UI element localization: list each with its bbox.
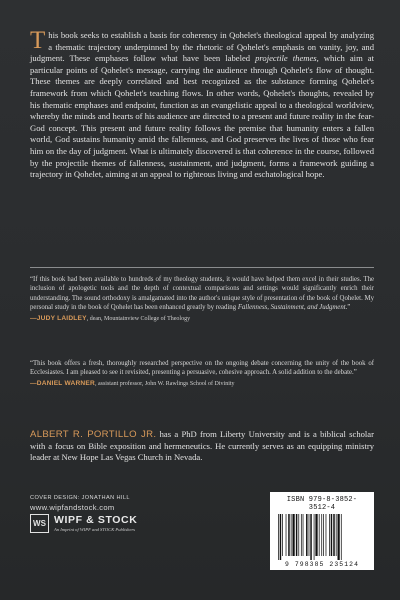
barcode-bar (303, 514, 304, 556)
publisher-tagline: An Imprint of WIPF and STOCK Publishers (54, 527, 136, 532)
endorsement-1-quote-a: “If this book had been available to hundreds of my theology students, it would have helped them excel in their studies. The inclusion of apologetic tools and the depth of contextual comparisons and settings would significantly enrich their understanding. The sound orthodoxy is amalgamated into the author's unique style of presentation of the book of Qohelet. My personal study in the book of Qohelet has been enhanced greatly by reading (30, 276, 374, 312)
barcode-bar (309, 514, 310, 556)
barcode-bar (315, 514, 317, 556)
author-name: ALBERT R. PORTILLO JR. (30, 429, 157, 440)
description-emphasis: projectile themes (255, 53, 317, 64)
publisher-text (54, 515, 137, 532)
section-divider (30, 267, 374, 268)
publisher-logo (30, 514, 137, 533)
barcode-bar (329, 514, 330, 556)
barcode-bar (278, 514, 279, 560)
isbn-text: ISBN 979-8-3852-3512-4 (286, 496, 358, 512)
barcode-bar (338, 514, 340, 560)
barcode-bar (286, 514, 287, 556)
barcode-bar (306, 514, 308, 556)
barcode-bar (336, 514, 337, 556)
barcode-bar (321, 514, 322, 556)
endorsement-2 (30, 359, 374, 389)
endorsement-1-book-title: Fallenness, Sustainment, and Judgment (237, 304, 346, 312)
barcode-bar (323, 514, 324, 556)
author-bio (30, 429, 374, 464)
ws-logo-icon: WS (30, 514, 49, 533)
barcode-bar (331, 514, 333, 556)
endorsement-1-quote-b: .” (345, 304, 351, 312)
endorser-1-name: —JUDY LAIDLEY (30, 314, 87, 322)
barcode-bar (296, 514, 298, 556)
endorsement-1 (30, 275, 374, 324)
cover-design-credit: COVER DESIGN: JONATHAN HILL (30, 495, 130, 501)
barcode-digits: 9 798385 235124 (284, 561, 360, 568)
barcode-bar (326, 514, 327, 556)
drop-cap: T (30, 27, 46, 54)
barcode-bar (314, 514, 315, 560)
publisher-website: www.wipfandstock.com (30, 503, 115, 512)
barcode-bar (319, 514, 320, 556)
barcode-bar (301, 514, 302, 556)
barcode-bar (280, 514, 282, 560)
barcode-bar (288, 514, 290, 556)
endorser-1-title: , dean, Mountainview College of Theology (86, 315, 191, 322)
barcode-bar (333, 514, 335, 556)
publisher-name: WIPF & STOCK (54, 514, 138, 526)
endorsement-1-attribution (30, 314, 374, 324)
book-description (30, 27, 375, 181)
author-bio-text: has a PhD from Liberty University and is a biblical scholar with a focus on Bible exposition and hermeneutics. He currently serves as an equipping ministry leader at New Hope Las Vegas Church in Nevada. (30, 429, 374, 463)
barcode-bar (298, 514, 299, 556)
barcode-bar (310, 514, 312, 560)
barcode-bar (341, 514, 342, 560)
description-part-1: his book seeks to establish a basis for coherency in Qohelet's theological appeal by analyzing a thematic trajectory underpinned by the rhetoric of Qohelet's emphasis on vanity, joy, and judgment. These emphases follow what have been labeled (30, 30, 374, 64)
barcode-bar (291, 514, 292, 556)
barcode-bar (282, 514, 283, 556)
endorsement-2-attribution (30, 379, 374, 389)
barcode-icon (277, 514, 367, 560)
endorser-2-name: —DANIEL WARNER (30, 379, 95, 387)
endorser-2-title: , assistant professor, John W. Rawlings School of Divinity (94, 380, 235, 387)
barcode-bar (292, 514, 294, 556)
credits (30, 495, 130, 512)
barcode-panel (270, 492, 374, 570)
description-part-2: , which aim at particular points of Qohelet's message, carrying the audience through Qohelet's flow of thought. These themes are deeply correlated and best recognized as the substance forming Qohelet's framework from which Qohelet's teaching flows. In other words, Qohelet's thoughts, revealed by his thematic emphases and endpoint, function as an evangelistic appeal to a theological worldview, whereby the minds and hearts of his audience are directed to a present and future reality in the fear-God concept. This present and future reality follows the premise that humanity enters a fallen world, God sustains humanity amid the fallenness, and God preserves the lives of those who fear him on the day of judgment. What is ultimately discovered is that coherence in the course, followed by the projectile themes of fallenness, sustainment, and judgment, forms a framework guiding a trajectory in Qohelet, aiming at an appeal to righteous living and eschatological hope. (30, 53, 375, 180)
endorsement-2-quote: “This book offers a fresh, thoroughly researched perspective on the ongoing debate concerning the unity of the book of Ecclesiastes. I am pleased to see it revisited, presenting a persuasive, cohesive approach. A solid addition to the debate.” (30, 360, 374, 377)
